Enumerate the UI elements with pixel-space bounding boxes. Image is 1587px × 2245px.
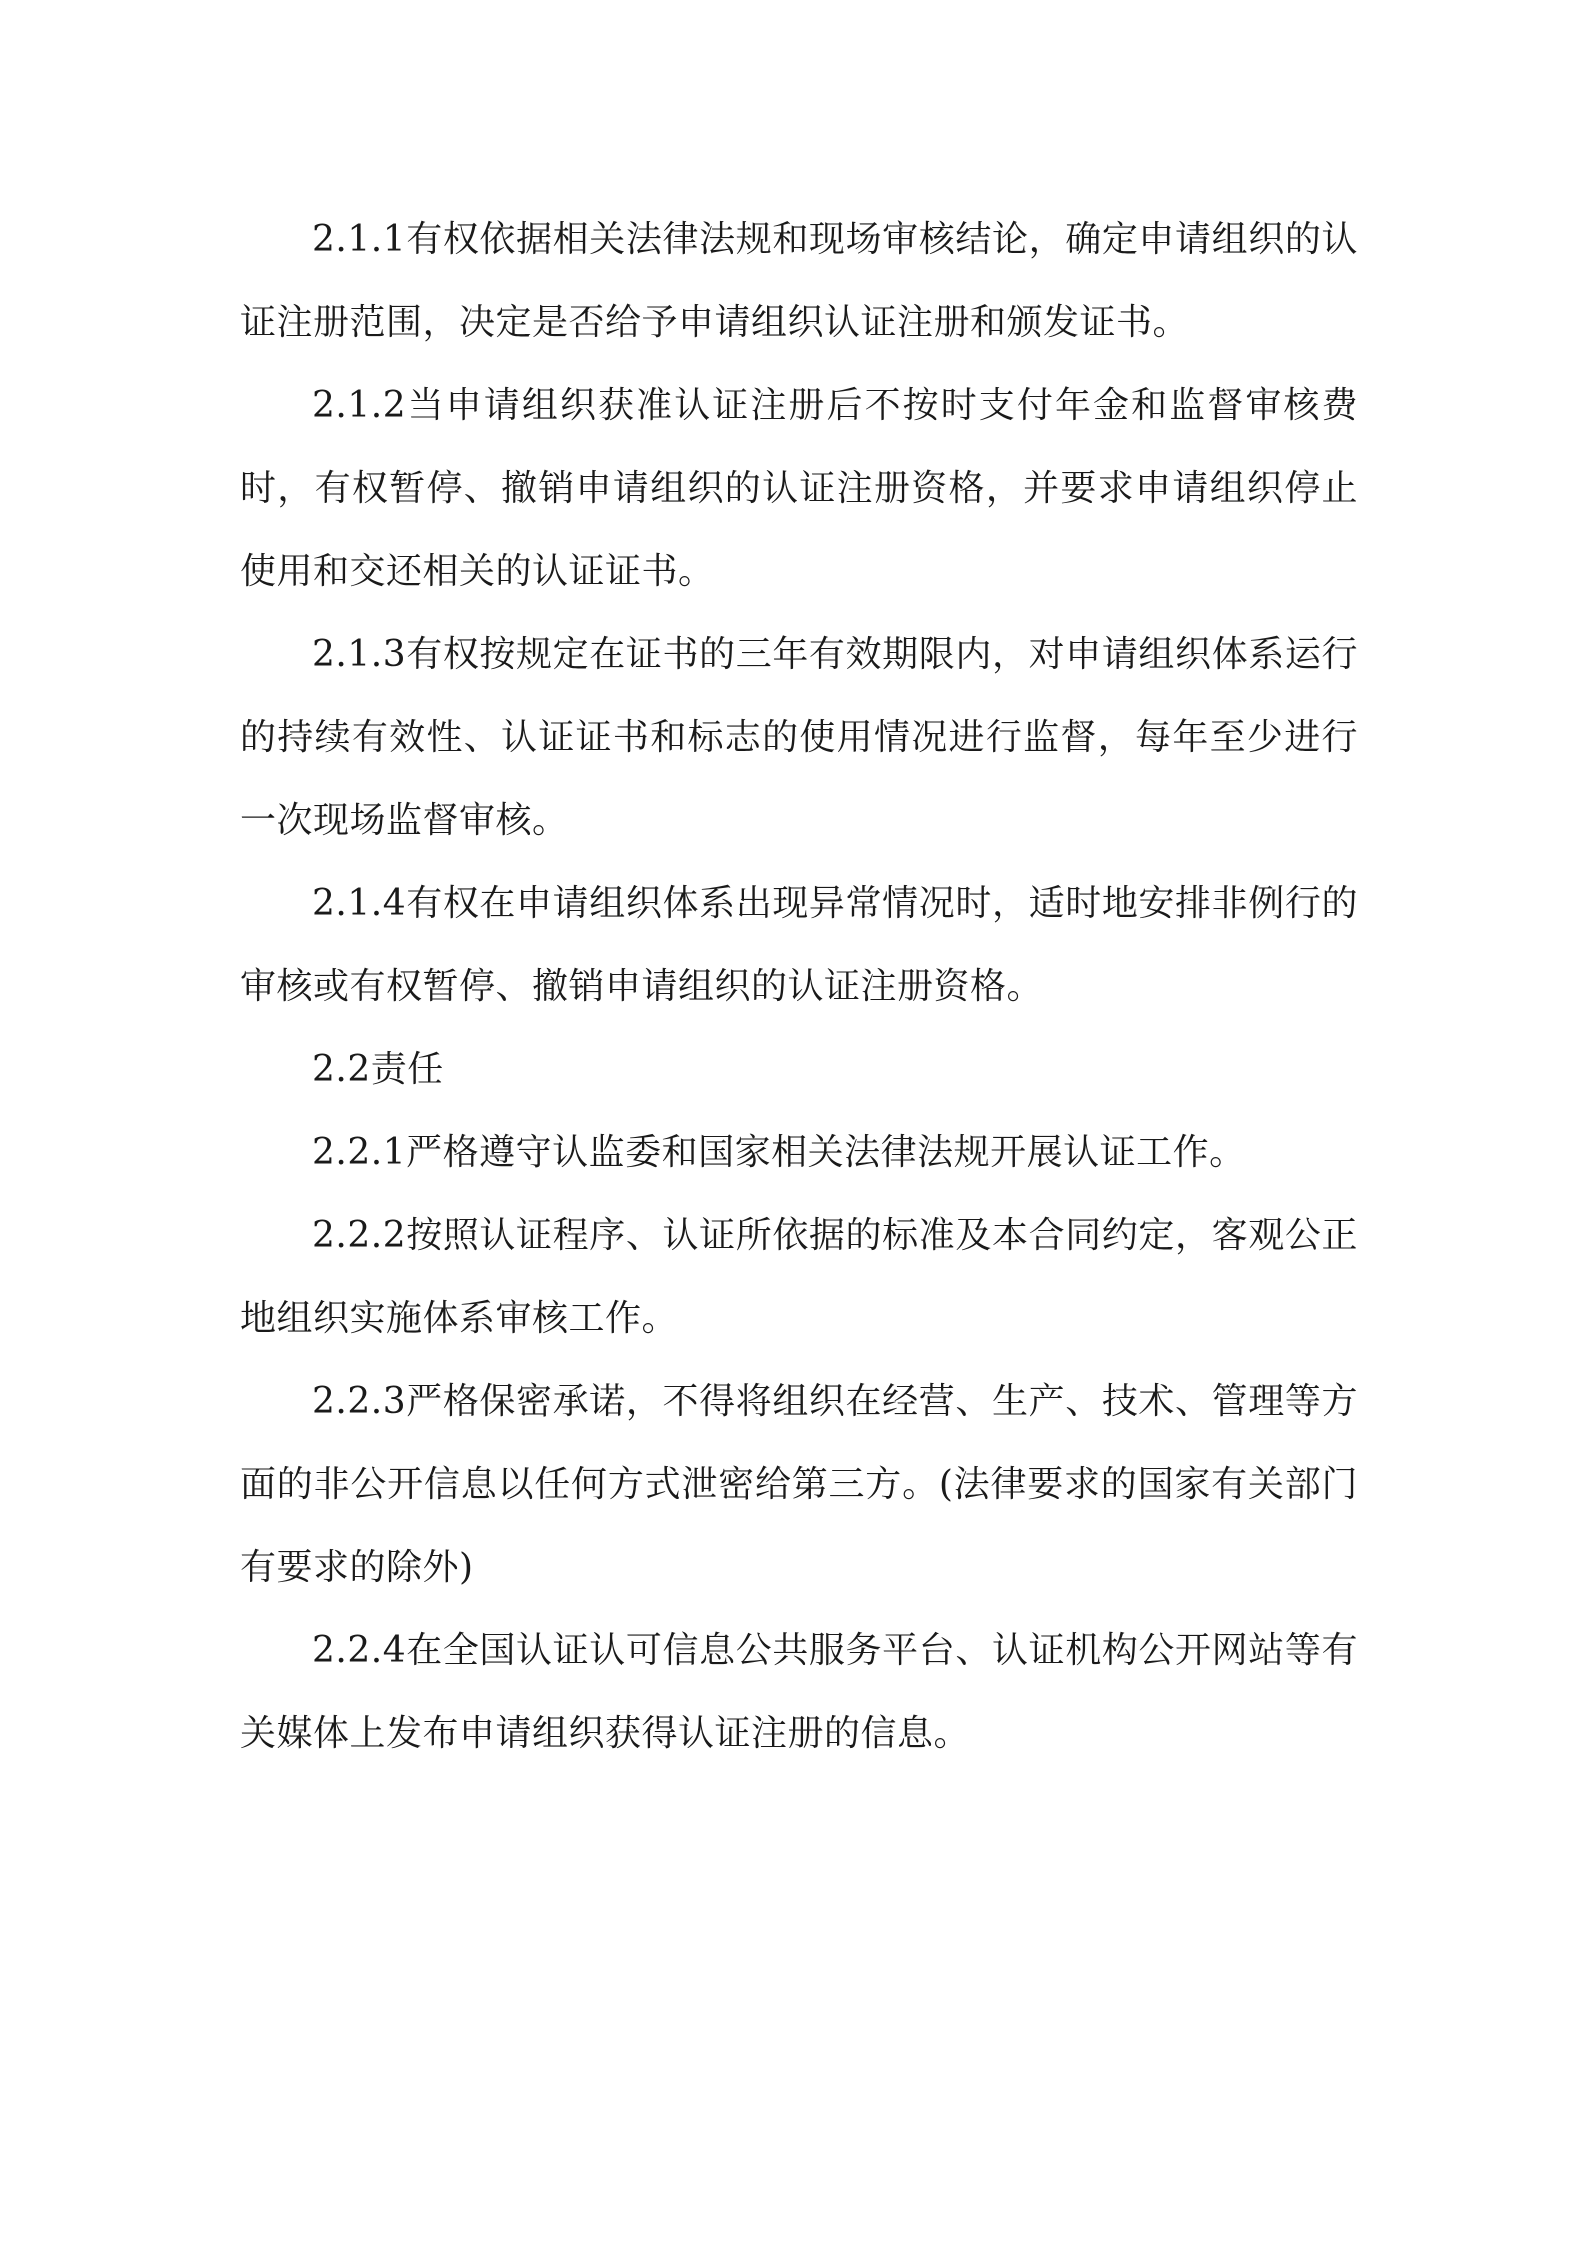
clause-2-2-2: 2.2.2按照认证程序、认证所依据的标准及本合同约定，客观公正地组织实施体系审核工作。 (240, 1215, 1358, 1339)
clause-2-1-1: 2.1.1有权依据相关法律法规和现场审核结论，确定申请组织的认证注册范围，决定是否给予申请组织认证注册和颁发证书。 (240, 219, 1358, 343)
clause-2-1-4: 2.1.4有权在申请组织体系出现异常情况时，适时地安排非例行的审核或有权暂停、撤销申请组织的认证注册资格。 (240, 883, 1358, 1007)
clause-2-2-3: 2.2.3严格保密承诺，不得将组织在经营、生产、技术、管理等方面的非公开信息以任何方式泄密给第三方。(法律要求的国家有关部门有要求的除外) (240, 1381, 1358, 1588)
clause-2-1-3: 2.1.3有权按规定在证书的三年有效期限内，对申请组织体系运行的持续有效性、认证证书和标志的使用情况进行监督，每年至少进行一次现场监督审核。 (240, 634, 1358, 841)
clause-2-2-4: 2.2.4在全国认证认可信息公共服务平台、认证机构公开网站等有关媒体上发布申请组织获得认证注册的信息。 (240, 1630, 1358, 1754)
clause-2-2-1: 2.2.1严格遵守认监委和国家相关法律法规开展认证工作。 (312, 1132, 1246, 1173)
document-body (240, 198, 1358, 1775)
section-heading-2-2: 2.2责任 (312, 1049, 444, 1090)
clause-2-1-2: 2.1.2当申请组织获准认证注册后不按时支付年金和监督审核费时，有权暂停、撤销申请组织的认证注册资格，并要求申请组织停止使用和交还相关的认证证书。 (240, 385, 1358, 592)
